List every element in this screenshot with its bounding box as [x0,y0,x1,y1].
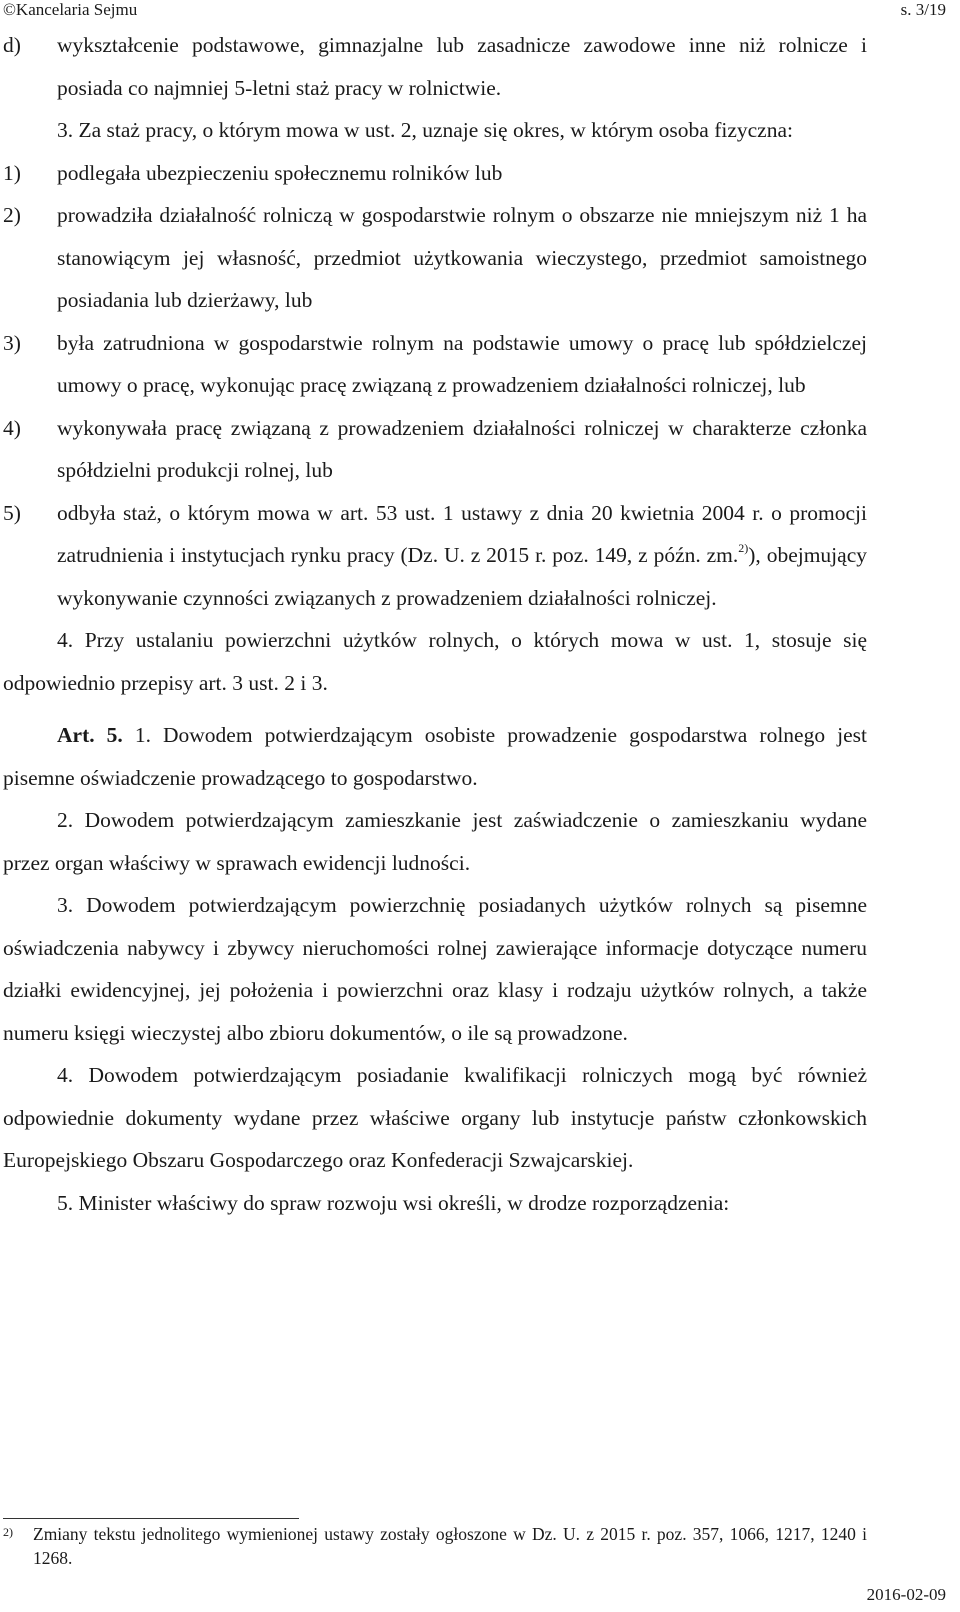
item-label: d) [3,33,21,57]
item-text: wykonywała pracę związaną z prowadzeniem działalności rolniczej w charakterze członka spółdzielni produkcji rolnej, lub [57,415,867,482]
item-label: 3) [3,330,21,355]
footnote [3,1522,867,1570]
footnote-divider [3,1518,299,1519]
item-text: prowadziła działalność rolniczą w gospodarstwie rolnym o obszarze nie mniejszym niż 1 ha stanowiącym jej własność, przedmiot użytkowania wieczystego, przedmiot samoistnego posiadania lub dzierżawy, lub [57,203,867,312]
paragraph-art-5-3: 3. Dowodem potwierdzającym powierzchnię posiadanych użytków rolnych są pisemne oświadczenia nabywcy i zbywcy nieruchomości rolnej zawierające informacje dotyczące numeru działki ewidencyjnej, jej położenia i powierzchni oraz klasy i rodzaju użytków rolnych, a także numeru księgi wieczystej albo zbioru dokumentów, o ile są prowadzone. [3,893,867,1045]
article-heading: Art. 5. [57,723,123,747]
list-item-3 [3,322,867,407]
paragraph-art-5-5: 5. Minister właściwy do spraw rozwoju wsi określi, w drodze rozporządzenia: [57,1190,730,1215]
item-text: podlegała ubezpieczeniu społecznemu rolników lub [57,160,503,185]
article-spacer [3,704,867,714]
paragraph-art-5-2: 2. Dowodem potwierdzającym zamieszkanie jest zaświadczenie o zamieszkaniu wydane przez organ właściwy w sprawach ewidencji ludności. [3,808,867,875]
item-text-after: ), obejmujący wykonywanie czynności związanych z prowadzeniem działalności rolniczej. [57,543,867,610]
document-date: 2016-02-09 [866,1585,946,1604]
page-number: s. 3/19 [900,0,946,19]
item-label: 1) [3,160,21,185]
paragraph-art-5-4: 4. Dowodem potwierdzającym posiadanie kwalifikacji rolniczych mogą być również odpowiednie dokumenty wydane przez właściwe organy lub instytucje państw członkowskich Europejskiego Obszaru Gospodarczego oraz Konfederacji Szwajcarskiej. [3,1063,867,1172]
paragraph-art-5-1 [3,714,867,799]
footnote-text: Zmiany tekstu jednolitego wymienionej ustawy zostały ogłoszone w Dz. U. z 2015 r. poz. 357, 1066, 1217, 1240 i 1268. [33,1524,867,1568]
list-item-1 [3,152,867,195]
item-text: była zatrudniona w gospodarstwie rolnym na podstawie umowy o pracę lub spółdzielczej umowy o pracę, wykonując pracę związaną z prowadzeniem działalności rolniczej, lub [57,330,867,397]
list-item-d [3,24,867,109]
item-text [57,492,867,620]
footnote-reference: 2) [738,541,749,555]
footnote-mark: 2) [3,1525,13,1539]
paragraph-text: 1. Dowodem potwierdzającym osobiste prowadzenie gospodarstwa rolnego jest pisemne oświadczenie prowadzącego to gospodarstwo. [3,723,867,790]
page-header [3,0,946,22]
copyright-label: ©Kancelaria Sejmu [3,0,138,19]
list-item-4 [3,407,867,492]
document-body [3,24,867,1224]
list-item-5 [3,492,867,620]
paragraph-ust-3: 3. Za staż pracy, o którym mowa w ust. 2, uznaje się okres, w którym osoba fizyczna: [57,118,793,142]
item-label: 2) [3,203,21,227]
list-item-2 [3,194,867,322]
paragraph-ust-4: 4. Przy ustalaniu powierzchni użytków rolnych, o których mowa w ust. 1, stosuje się odpowiednio przepisy art. 3 ust. 2 i 3. [3,628,867,695]
item-label: 5) [3,500,21,525]
item-label: 4) [3,415,21,440]
item-text: wykształcenie podstawowe, gimnazjalne lub zasadnicze zawodowe inne niż rolnicze i posiada co najmniej 5-letni staż pracy w rolnictwie. [57,33,867,100]
item-text-before: odbyła staż, o którym mowa w art. 53 ust. 1 ustawy z dnia 20 kwietnia 2004 r. o promocji zatrudnienia i instytucjach rynku pracy (Dz. U. z 2015 r. poz. 149, z późn. zm. [57,500,867,567]
